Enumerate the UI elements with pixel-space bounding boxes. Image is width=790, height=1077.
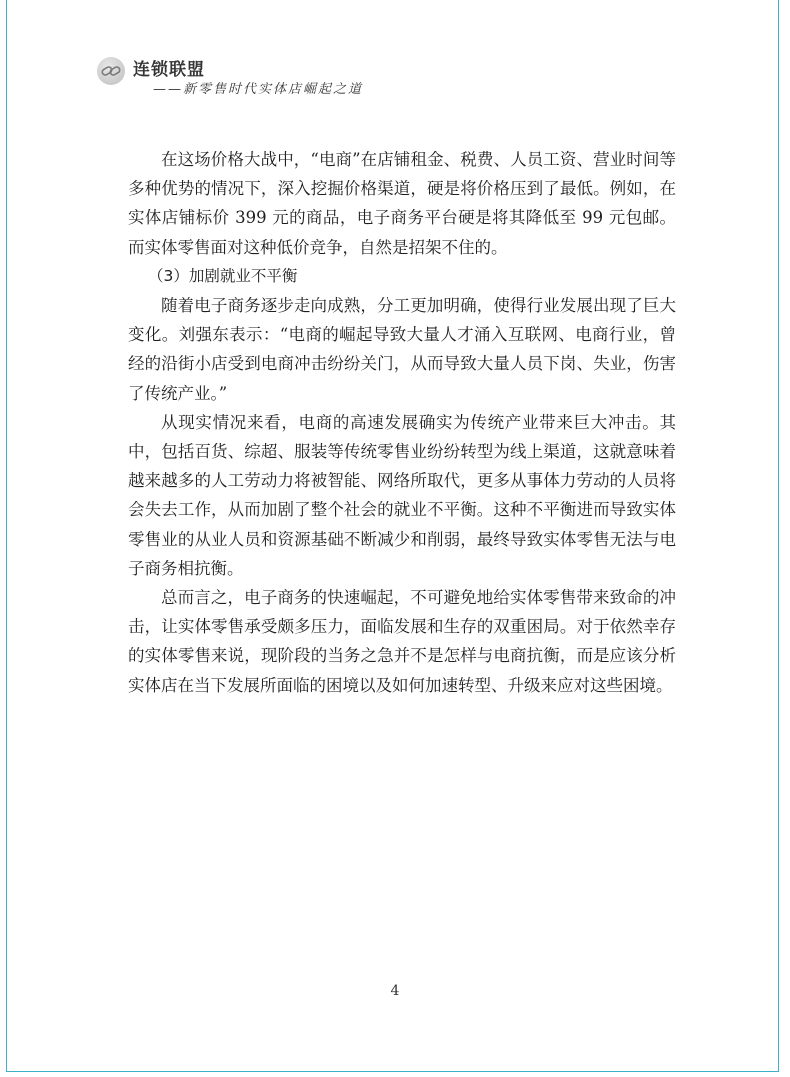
- running-header: [97, 55, 417, 95]
- section-heading: （3）加剧就业不平衡: [148, 266, 298, 285]
- paragraph: 在这场价格大战中，“电商”在店铺租金、税费、人员工资、营业时间等多种优势的情况下，深入挖掘价格渠道，硬是将价格压到了最低。例如，在实体店铺标价 399 元的商品，电子商务平台硬是将其降低至 99 元包邮。而实体零售面对这种低价竞争，自然是招架不住的。: [128, 150, 676, 257]
- page-content: [128, 145, 676, 700]
- chain-link-icon: [97, 57, 125, 85]
- book-subtitle: ——新零售时代实体店崛起之道: [153, 82, 364, 97]
- book-title: 连锁联盟: [133, 60, 205, 80]
- paragraph: 随着电子商务逐步走向成熟，分工更加明确，使得行业发展出现了巨大变化。刘强东表示：“电商的崛起导致大量人才涌入互联网、电商行业，曾经的沿街小店受到电商冲击纷纷关门，从而导致大量人员下岗、失业，伤害了传统产业。”: [128, 296, 676, 403]
- paragraph: 从现实情况来看，电商的高速发展确实为传统产业带来巨大冲击。其中，包括百货、综超、服装等传统零售业纷纷转型为线上渠道，这就意味着越来越多的人工劳动力将被智能、网络所取代，更多从事体力劳动的人员将会失去工作，从而加剧了整个社会的就业不平衡。这种不平衡进而导致实体零售业的从业人员和资源基础不断减少和削弱，最终导致实体零售无法与电子商务相抗衡。: [128, 412, 676, 578]
- paragraph: 总而言之，电子商务的快速崛起，不可避免地给实体零售带来致命的冲击，让实体零售承受颇多压力，面临发展和生存的双重困局。对于依然幸存的实体零售来说，现阶段的当务之急并不是怎样与电商抗衡，而是应该分析实体店在当下发展所面临的困境以及如何加速转型、升级来应对这些困境。: [128, 588, 676, 695]
- page-number: 4: [390, 983, 400, 999]
